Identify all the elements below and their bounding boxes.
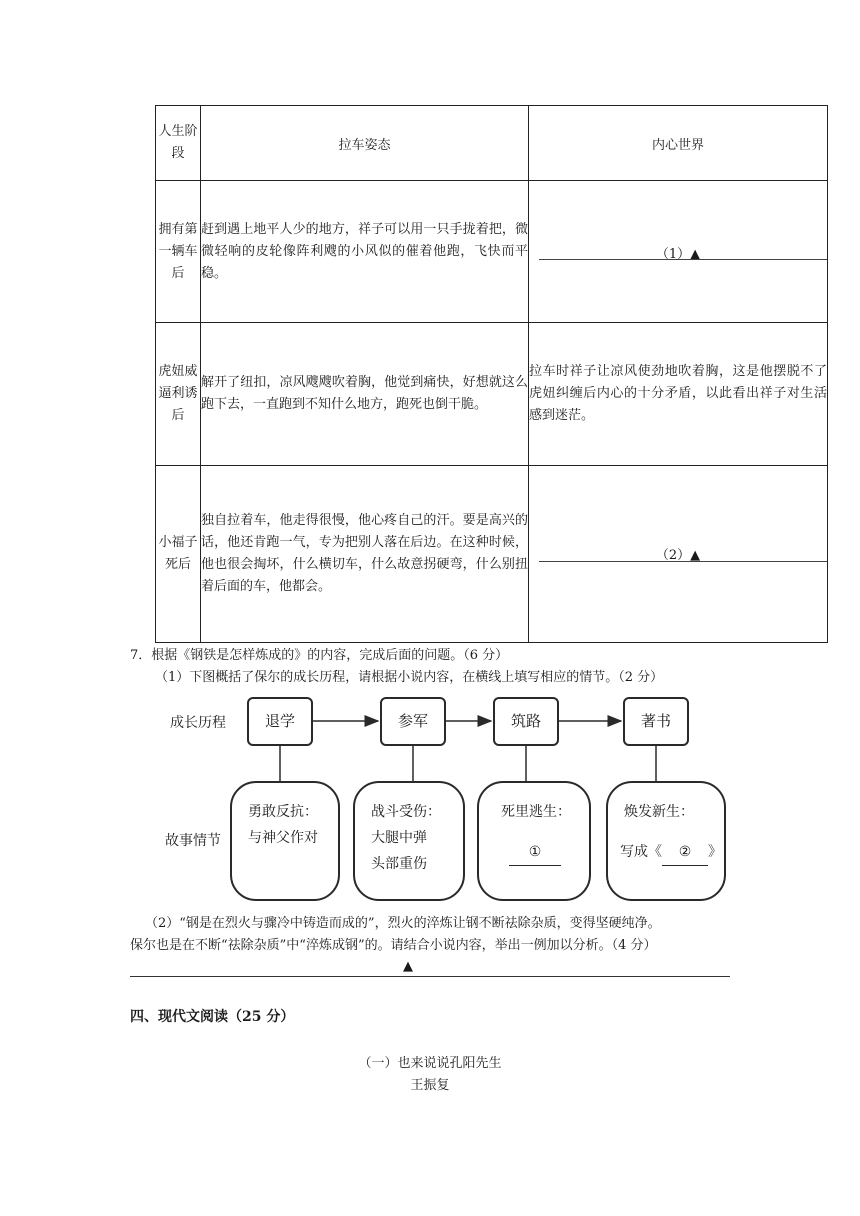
question-7-stem: 7．根据《钢铁是怎样炼成的》的内容，完成后面的问题。（6 分） [130,648,509,663]
blank-label: （2）▲ [655,548,701,563]
answer-line[interactable] [130,976,730,977]
header-pose: 拉车姿态 [201,106,529,181]
question-7-sub1: （1）下图概括了保尔的成长历程，请根据小说内容，在横线上填写相应的情节。（2 分） [155,670,664,685]
row-label-plot: 故事情节 [165,833,221,849]
row-pose: 独自拉着车，他走得很慢，他心疼自己的汗。要是高兴的话，他还肯跑一气，专为把别人落在后边。在这种时候，他也很会掏坏，什么横切车，什么故意拐硬弯，什么别扭着后面的车，他都会。 [201,466,529,643]
question-7-sub2-line1: （2）“钢是在烈火与骤冷中铸造而成的”，烈火的淬炼让钢不断祛除杂质，变得坚硬纯净。 [145,916,661,931]
blank-label: （1）▲ [655,247,701,262]
header-heart: 内心世界 [529,106,828,181]
row-pose: 解开了纽扣，凉风飕飕吹着胸，他觉到痛快，好想就这么跑下去，一直跑到不知什么地方，跑死也倒干脆。 [201,323,529,466]
header-stage: 人生阶段 [156,106,201,181]
plot-box-road [477,781,591,901]
answer-mark: ▲ [403,959,413,974]
stage-box-army: 参军 [380,697,446,746]
stage-box-road: 筑路 [493,697,559,746]
plot-box-drop-out [230,781,340,901]
plot-text-book: 写成《 ② 》 [620,839,722,866]
row-stage: 小福子死后 [156,466,201,643]
answer-blank-circle-1[interactable]: ① [509,839,561,866]
section-heading: 四、现代文阅读（25 分） [130,1009,295,1025]
row-heart: 拉车时祥子让凉风使劲地吹着胸，这是他摆脱不了虎妞纠缠后内心的十分矛盾，以此看出祥子对生活感到迷茫。 [529,323,828,466]
stage-box-drop-out: 退学 [247,697,313,746]
plot-box-army [353,781,465,901]
plot-text: 焕发新生： [624,804,694,820]
plot-text: 死里逃生： [501,804,571,820]
article-title: （一）也来说说孔阳先生 [358,1056,502,1071]
plot-box-book [606,781,726,901]
row-pose: 赶到遇上地平人少的地方，祥子可以用一只手拢着把，微微轻响的皮轮像阵利飕的小风似的催着他跑，飞快而平稳。 [201,181,529,323]
answer-blank-circle-2[interactable]: ② [662,839,708,866]
row-stage: 虎妞威逼利诱后 [156,323,201,466]
plot-text: 勇敢反抗： 与神父作对 [248,804,318,846]
article-author: 王振复 [410,1078,450,1093]
row-label-growth: 成长历程 [170,715,226,731]
question-7-sub2-line2: 保尔也是在不断“祛除杂质”中“淬炼成钢”的。请结合小说内容，举出一例加以分析。（4 分） [130,938,657,953]
plot-text: 战斗受伤： 大腿中弹 头部重伤 [371,804,441,872]
stage-box-book: 著书 [623,697,689,746]
row-stage: 拥有第一辆车后 [156,181,201,323]
